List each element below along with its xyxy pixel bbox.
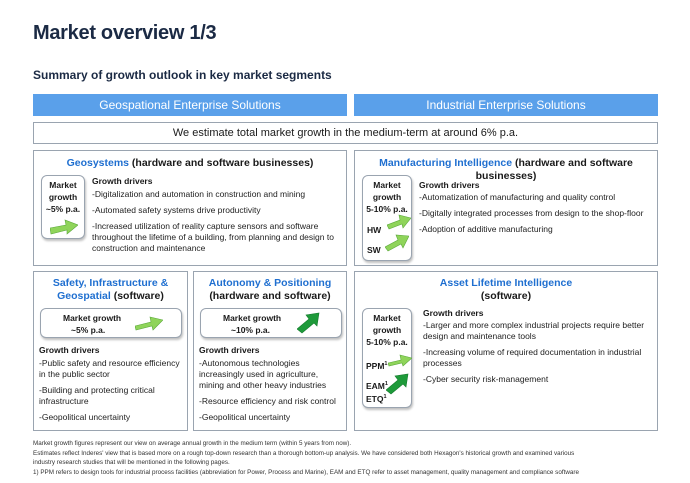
- driver-item: -Increased utilization of reality capture sensors and software throughout the lifetime of a building, from planning and design to construction and maintenance: [92, 221, 334, 253]
- growth-arrow-icon: [385, 234, 409, 252]
- asset-title: Asset Lifetime Intelligence (software): [439, 277, 573, 302]
- eam-label: EAM$^1$: [366, 380, 388, 391]
- driver-item: -Increasing volume of required documentation in industrial processes: [423, 347, 642, 368]
- geospatial-band: Geospational Enterprise Solutions: [33, 94, 347, 116]
- driver-item: -Adoption of additive manufacturing: [419, 224, 553, 234]
- driver-item: -Cyber security risk-management: [423, 374, 549, 384]
- driver-item: -Automatization of manufacturing and quality control: [419, 192, 616, 202]
- autonomy-title: Autonomy & Positioning (hardware and software): [208, 277, 332, 302]
- growth-arrow-icon: [387, 214, 411, 230]
- ppm-label: PPM$^1$: [366, 360, 388, 371]
- asset-card: [354, 271, 658, 431]
- driver-item: -Automated safety systems drive productivity: [92, 205, 261, 215]
- industrial-band: Industrial Enterprise Solutions: [354, 94, 658, 116]
- drivers-heading: Growth drivers: [423, 308, 484, 318]
- manufacturing-card: [354, 150, 658, 266]
- growth-arrow-icon: [50, 218, 78, 236]
- drivers-heading: Growth drivers: [39, 345, 100, 355]
- geosystems-growth-box: Market growth ~5% p.a.: [41, 175, 85, 239]
- footnote-line: 1) PPM refers to design tools for industrial process facilities (abbreviation for Power, Process and Marine), EAM and ETQ refer to asset management, quality management and compliance software: [33, 468, 579, 476]
- growth-arrow-icon: [135, 315, 163, 331]
- safety-growth-box: Market growth ~5% p.a.: [40, 308, 182, 338]
- driver-item: -Larger and more complex industrial projects require better design and maintenance tools: [423, 320, 645, 341]
- page-title: Market overview 1/3: [33, 22, 217, 44]
- driver-item: -Geopolitical uncertainty: [39, 412, 131, 422]
- growth-arrow-icon: [386, 373, 410, 395]
- autonomy-growth-box: Market growth ~10% p.a.: [200, 308, 342, 338]
- hw-label: HW: [367, 225, 382, 235]
- safety-title: Safety, Infrastructure & Geospatial (software): [52, 277, 169, 302]
- driver-item: -Digitalization and automation in construction and mining: [92, 189, 306, 199]
- driver-item: -Public safety and resource efficiency in the public sector: [39, 358, 180, 379]
- manufacturing-growth-box: Market growth 5-10% p.a. HW SW: [362, 175, 412, 261]
- geosystems-card: [33, 150, 347, 266]
- etq-label: ETQ$^1$: [366, 393, 387, 404]
- drivers-heading: Growth drivers: [419, 180, 480, 190]
- footnote-line: Estimates reflect Inderes' view that is based more on a rough top-down research than a thorough bottom-up analysis. We have considered both Hexagon's historical growth and examined various: [33, 449, 575, 457]
- driver-item: -Geopolitical uncertainty: [199, 412, 291, 422]
- growth-arrow-icon: [297, 312, 321, 334]
- footnotes: [33, 439, 663, 477]
- page-subtitle: Summary of growth outlook in key market segments: [33, 68, 332, 82]
- manufacturing-title: Manufacturing Intelligence (hardware and software businesses): [379, 157, 633, 182]
- estimate-banner: We estimate total market growth in the medium-term at around 6% p.a.: [33, 122, 658, 144]
- driver-item: -Building and protecting critical infrastructure: [39, 385, 155, 406]
- asset-growth-box: Market growth 5-10% p.a. PPM$^1$ EAM$^1$ ETQ$^1$: [362, 308, 412, 408]
- drivers-heading: Growth drivers: [92, 176, 153, 186]
- driver-item: -Autonomous technologies increasingly used in agriculture, mining and other heavy industries: [199, 358, 327, 390]
- driver-item: -Resource efficiency and risk control: [199, 396, 336, 406]
- growth-arrow-icon: [388, 353, 412, 367]
- footnote-line: industry research studies that will be mentioned in the following pages.: [33, 459, 230, 466]
- sw-label: SW: [367, 245, 381, 255]
- drivers-heading: Growth drivers: [199, 345, 260, 355]
- safety-card: [33, 271, 188, 431]
- autonomy-card: [193, 271, 347, 431]
- driver-item: -Digitally integrated processes from design to the shop-floor: [419, 208, 644, 218]
- geosystems-title: Geosystems (hardware and software businesses): [66, 157, 314, 169]
- footnote-line: Market growth figures represent our view on average annual growth in the medium term (within 5 years from now).: [33, 440, 352, 447]
